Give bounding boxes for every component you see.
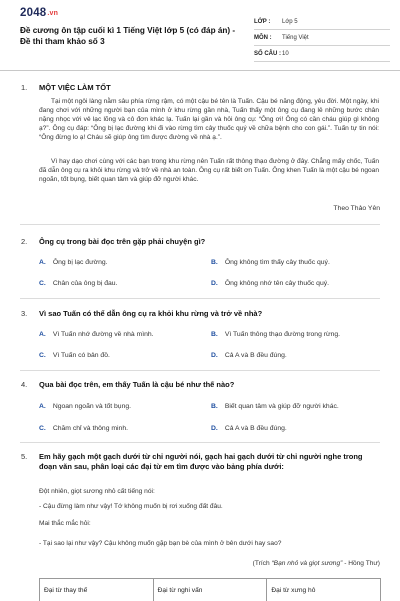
divider xyxy=(20,298,380,299)
reading-title: MỘT VIỆC LÀM TỐT xyxy=(39,83,111,92)
question-text: Vì sao Tuấn có thể dẫn ông cụ ra khỏi khu rừng và trở về nhà? xyxy=(39,309,263,318)
table-header: Đại từ thay thế xyxy=(40,579,154,601)
option-letter: D. xyxy=(211,280,218,287)
option-text: Ông không nhớ tên cây thuốc quý. xyxy=(224,280,330,287)
meta-row-count xyxy=(254,46,390,62)
answer-option-c[interactable] xyxy=(39,352,110,359)
question-text: Ông cụ trong bài đọc trên gặp phải chuyện gì? xyxy=(39,237,206,246)
option-text: Chăm chỉ và thông minh. xyxy=(52,425,128,432)
option-text: Ông không tìm thấy cây thuốc quý. xyxy=(224,259,330,266)
citation-prefix: (Trích xyxy=(252,560,270,567)
meta-label: MÔN : xyxy=(254,34,272,41)
passage-line: - Cậu đừng làm như vậy! Tớ không muốn bị rơi xuống đất đâu. xyxy=(39,503,223,510)
passage-line: - Tại sao lại như vậy? Cậu không muốn gặp bạn bè của mình ở bên dưới hay sao? xyxy=(39,540,282,547)
answer-option-d[interactable] xyxy=(211,280,329,287)
divider xyxy=(20,224,380,225)
logo-suffix: .vn xyxy=(47,10,59,17)
answer-option-a[interactable] xyxy=(39,331,154,338)
option-text: Vì Tuấn nhớ đường về nhà mình. xyxy=(52,331,154,338)
question-number: 2. xyxy=(21,237,28,246)
reading-author: Theo Thảo Yên xyxy=(333,205,380,212)
table-header: Đại từ nghi vấn xyxy=(154,579,268,601)
worksheet-header xyxy=(0,0,400,71)
question-number: 4. xyxy=(21,380,28,389)
meta-label: SỐ CÂU : xyxy=(254,50,281,57)
worksheet-title: Đề cương ôn tập cuối kì 1 Tiếng Việt lớp 5 (có đáp án) - Đề thi tham khảo số 3 xyxy=(20,26,236,46)
passage-line: Mai thắc mắc hỏi: xyxy=(39,520,91,527)
citation-suffix: - Hồng Thư) xyxy=(344,560,380,567)
option-letter: A. xyxy=(39,331,46,338)
meta-value: 10 xyxy=(282,50,289,57)
option-text: Chân của ông bị đau. xyxy=(52,280,118,287)
pronoun-table xyxy=(39,578,381,601)
answer-option-d[interactable] xyxy=(211,425,287,432)
answer-option-c[interactable] xyxy=(39,425,128,432)
option-letter: A. xyxy=(39,403,46,410)
option-letter: C. xyxy=(39,425,46,432)
answer-option-d[interactable] xyxy=(211,352,287,359)
meta-value: Lớp 5 xyxy=(282,18,298,25)
passage-citation xyxy=(253,560,380,567)
table-header: Đại từ xưng hô xyxy=(267,579,381,601)
answer-option-b[interactable] xyxy=(211,403,339,410)
meta-value: Tiếng Việt xyxy=(282,34,309,41)
reading-paragraph-1: Tại một ngôi làng nằm sâu phía rừng rậm, có một cậu bé tên là Tuấn. Cậu bé năng động, yêu đời. Một ngày, khi đang chơi với những người bạn của mình ở khu rừng gần nhà, Tuấn thấy một ông cụ đang lê những bước chân nặng nhọc với vẻ lạc lõng và cô đơn khác lạ. Tuấn lại gần và hỏi ông cụ: “Ông ơi! Ông có cần cháu giúp gì không ạ?”. Ông cụ đáp: “Ông bị lạc đường khi đi vào rừng tìm cây thuốc quý về chữa bệnh cho con gái.”. Tuấn tự tin nói: “Ông đừng lo ạ! Cháu sẽ giúp ông tìm được đường về nhà ạ.”. xyxy=(39,98,379,141)
option-text: Vì Tuấn thông thạo đường trong rừng. xyxy=(224,331,341,338)
citation-title: “Bạn nhỏ và giọt sương” xyxy=(271,560,343,567)
reading-paragraph-2: Vì hay dạo chơi cùng với các bạn trong khu rừng nên Tuấn rất thông thạo đường ở đây. Chẳng mấy chốc, Tuấn đã dẫn ông cụ ra khỏi khu rừng và trở về nhà an toàn. Ông cụ rất biết ơn Tuấn. Ông khen Tuấn là một cậu bé ngoan ngoãn, tốt bụng, biết quan tâm và giúp đỡ người khác. xyxy=(39,158,379,183)
option-text: Ngoan ngoãn và tốt bụng. xyxy=(52,403,132,410)
answer-option-b[interactable] xyxy=(211,331,340,338)
question-text: Qua bài đọc trên, em thấy Tuấn là cậu bé như thế nào? xyxy=(39,380,235,389)
option-text: Vì Tuấn có bản đồ. xyxy=(52,352,110,359)
option-letter: C. xyxy=(39,352,46,359)
question-number: 1. xyxy=(21,83,28,92)
meta-row-class xyxy=(254,14,390,30)
option-letter: B. xyxy=(211,331,218,338)
divider xyxy=(20,442,380,443)
option-letter: C. xyxy=(39,280,46,287)
question-number: 5. xyxy=(21,452,28,461)
meta-row-subject xyxy=(254,30,390,46)
divider xyxy=(20,370,380,371)
option-letter: D. xyxy=(211,352,218,359)
logo-number: 2048 xyxy=(20,7,47,19)
answer-option-a[interactable] xyxy=(39,259,108,266)
option-text: Cả A và B đều đúng. xyxy=(224,425,287,432)
passage-line: Đột nhiên, giọt sương nhỏ cất tiếng nói: xyxy=(39,488,155,495)
option-letter: B. xyxy=(211,403,218,410)
option-text: Cả A và B đều đúng. xyxy=(224,352,287,359)
answer-option-b[interactable] xyxy=(211,259,330,266)
option-letter: D. xyxy=(211,425,218,432)
option-text: Biết quan tâm và giúp đỡ người khác. xyxy=(224,403,339,410)
answer-option-a[interactable] xyxy=(39,403,131,410)
answer-option-c[interactable] xyxy=(39,280,117,287)
worksheet-meta xyxy=(254,14,390,62)
option-letter: B. xyxy=(211,259,218,266)
option-text: Ông bị lạc đường. xyxy=(52,259,108,266)
meta-label: LỚP : xyxy=(254,18,271,25)
site-logo[interactable] xyxy=(20,7,58,19)
question-text: Em hãy gạch một gạch dưới từ chỉ người nói, gạch hai gạch dưới từ chỉ người nghe trong đoạn văn sau, phân loại các đại từ em tìm được vào bảng phía dưới: xyxy=(39,452,363,471)
option-letter: A. xyxy=(39,259,46,266)
question-number: 3. xyxy=(21,309,28,318)
